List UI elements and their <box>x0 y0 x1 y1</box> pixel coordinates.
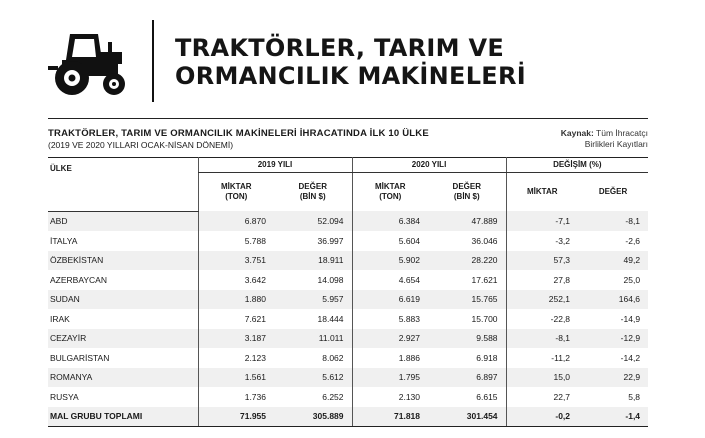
table-row <box>48 251 648 271</box>
source-line1: Tüm İhracatçı <box>596 128 648 138</box>
group-header-2019: 2019 YILI <box>198 158 352 173</box>
table-row <box>48 211 648 231</box>
page-title-line1: TRAKTÖRLER, TARIM VE <box>175 34 505 62</box>
table-row <box>48 270 648 290</box>
cell-cm: -11,2 <box>506 348 578 368</box>
cell-d2020: 9.588 <box>428 329 506 349</box>
cell-cm: 22,7 <box>506 387 578 407</box>
cell-cd: -8,1 <box>578 211 648 231</box>
cell-d2019: 6.252 <box>274 387 352 407</box>
cell-cd: 164,6 <box>578 290 648 310</box>
cell-m2020: 5.902 <box>352 251 428 271</box>
cell-cd: 25,0 <box>578 270 648 290</box>
page-title <box>175 34 526 90</box>
col-header-miktar-2020: MİKTAR (TON) <box>352 173 428 212</box>
cell-country: ABD <box>48 211 198 231</box>
cell-country: İTALYA <box>48 231 198 251</box>
cell-d2020: 301.454 <box>428 407 506 427</box>
cell-cm: -0,2 <box>506 407 578 427</box>
cell-d2019: 5.612 <box>274 368 352 388</box>
source-line2: Birlikleri Kayıtları <box>584 139 648 149</box>
cell-m2020: 6.384 <box>352 211 428 231</box>
cell-d2019: 14.098 <box>274 270 352 290</box>
cell-d2020: 15.700 <box>428 309 506 329</box>
table-row <box>48 231 648 251</box>
cell-cm: -7,1 <box>506 211 578 231</box>
cell-m2019: 71.955 <box>198 407 274 427</box>
cell-m2019: 1.880 <box>198 290 274 310</box>
cell-cm: -22,8 <box>506 309 578 329</box>
cell-m2019: 7.621 <box>198 309 274 329</box>
cell-m2020: 1.886 <box>352 348 428 368</box>
cell-m2019: 3.187 <box>198 329 274 349</box>
table-row <box>48 348 648 368</box>
cell-cm: 57,3 <box>506 251 578 271</box>
table-row <box>48 329 648 349</box>
cell-d2019: 11.011 <box>274 329 352 349</box>
table-row <box>48 290 648 310</box>
cell-d2020: 15.765 <box>428 290 506 310</box>
cell-d2019: 18.911 <box>274 251 352 271</box>
cell-cd: 22,9 <box>578 368 648 388</box>
source-label: Kaynak: <box>560 128 594 138</box>
col-header-deger-2019: DEĞER (BİN $) <box>298 182 327 201</box>
table-row <box>48 387 648 407</box>
cell-m2020: 5.604 <box>352 231 428 251</box>
cell-country: AZERBAYCAN <box>48 270 198 290</box>
cell-m2020: 2.130 <box>352 387 428 407</box>
table-body <box>48 211 648 427</box>
cell-d2019: 5.957 <box>274 290 352 310</box>
cell-country: SUDAN <box>48 290 198 310</box>
cell-cm: -8,1 <box>506 329 578 349</box>
cell-cd: -14,2 <box>578 348 648 368</box>
cell-m2020: 4.654 <box>352 270 428 290</box>
cell-m2020: 1.795 <box>352 368 428 388</box>
cell-cd: -14,9 <box>578 309 648 329</box>
cell-cd: -12,9 <box>578 329 648 349</box>
page-title-line2: ORMANCILIK MAKİNELERİ <box>175 62 527 90</box>
cell-m2020: 6.619 <box>352 290 428 310</box>
cell-m2019: 3.642 <box>198 270 274 290</box>
source-note <box>561 128 648 150</box>
cell-d2019: 52.094 <box>274 211 352 231</box>
cell-country: RUSYA <box>48 387 198 407</box>
table-row <box>48 309 648 329</box>
cell-cm: 27,8 <box>506 270 578 290</box>
cell-d2020: 36.046 <box>428 231 506 251</box>
col-header-change-deger: DEĞER <box>598 187 628 196</box>
cell-country: IRAK <box>48 309 198 329</box>
cell-cd: 49,2 <box>578 251 648 271</box>
cell-d2020: 28.220 <box>428 251 506 271</box>
cell-m2019: 5.788 <box>198 231 274 251</box>
cell-cm: -3,2 <box>506 231 578 251</box>
cell-cd: 5,8 <box>578 387 648 407</box>
cell-m2019: 1.736 <box>198 387 274 407</box>
cell-cm: 252,1 <box>506 290 578 310</box>
cell-d2020: 6.897 <box>428 368 506 388</box>
col-header-miktar-2019: MİKTAR (TON) <box>198 173 274 212</box>
cell-m2019: 2.123 <box>198 348 274 368</box>
cell-country: CEZAYİR <box>48 329 198 349</box>
report-subtitle: (2019 VE 2020 YILLARI OCAK-NİSAN DÖNEMİ) <box>48 140 234 150</box>
cell-d2020: 17.621 <box>428 270 506 290</box>
report-title: TRAKTÖRLER, TARIM VE ORMANCILIK MAKİNELERİ İHRACATINDA İLK 10 ÜLKE <box>48 128 429 139</box>
cell-m2019: 3.751 <box>198 251 274 271</box>
export-table <box>48 157 648 427</box>
col-header-change-miktar: MİKTAR <box>506 173 578 212</box>
cell-country: MAL GRUBU TOPLAMI <box>48 407 198 427</box>
col-header-country: ÜLKE <box>48 158 198 212</box>
top-rule <box>48 118 648 119</box>
col-header-deger-2020: DEĞER (BİN $) <box>452 182 481 201</box>
cell-m2019: 6.870 <box>198 211 274 231</box>
tractor-icon <box>48 30 134 96</box>
cell-country: ÖZBEKİSTAN <box>48 251 198 271</box>
group-header-change: DEĞİŞİM (%) <box>506 158 648 173</box>
cell-country: ROMANYA <box>48 368 198 388</box>
cell-m2020: 2.927 <box>352 329 428 349</box>
cell-m2020: 5.883 <box>352 309 428 329</box>
cell-m2020: 71.818 <box>352 407 428 427</box>
total-row <box>48 407 648 427</box>
cell-cd: -2,6 <box>578 231 648 251</box>
cell-d2019: 305.889 <box>274 407 352 427</box>
cell-d2020: 6.918 <box>428 348 506 368</box>
group-header-2020: 2020 YILI <box>352 158 506 173</box>
table-row <box>48 368 648 388</box>
cell-d2019: 8.062 <box>274 348 352 368</box>
cell-d2019: 18.444 <box>274 309 352 329</box>
cell-d2020: 6.615 <box>428 387 506 407</box>
cell-d2019: 36.997 <box>274 231 352 251</box>
cell-country: BULGARİSTAN <box>48 348 198 368</box>
header-divider <box>152 20 154 102</box>
cell-cm: 15,0 <box>506 368 578 388</box>
cell-d2020: 47.889 <box>428 211 506 231</box>
cell-m2019: 1.561 <box>198 368 274 388</box>
cell-cd: -1,4 <box>578 407 648 427</box>
